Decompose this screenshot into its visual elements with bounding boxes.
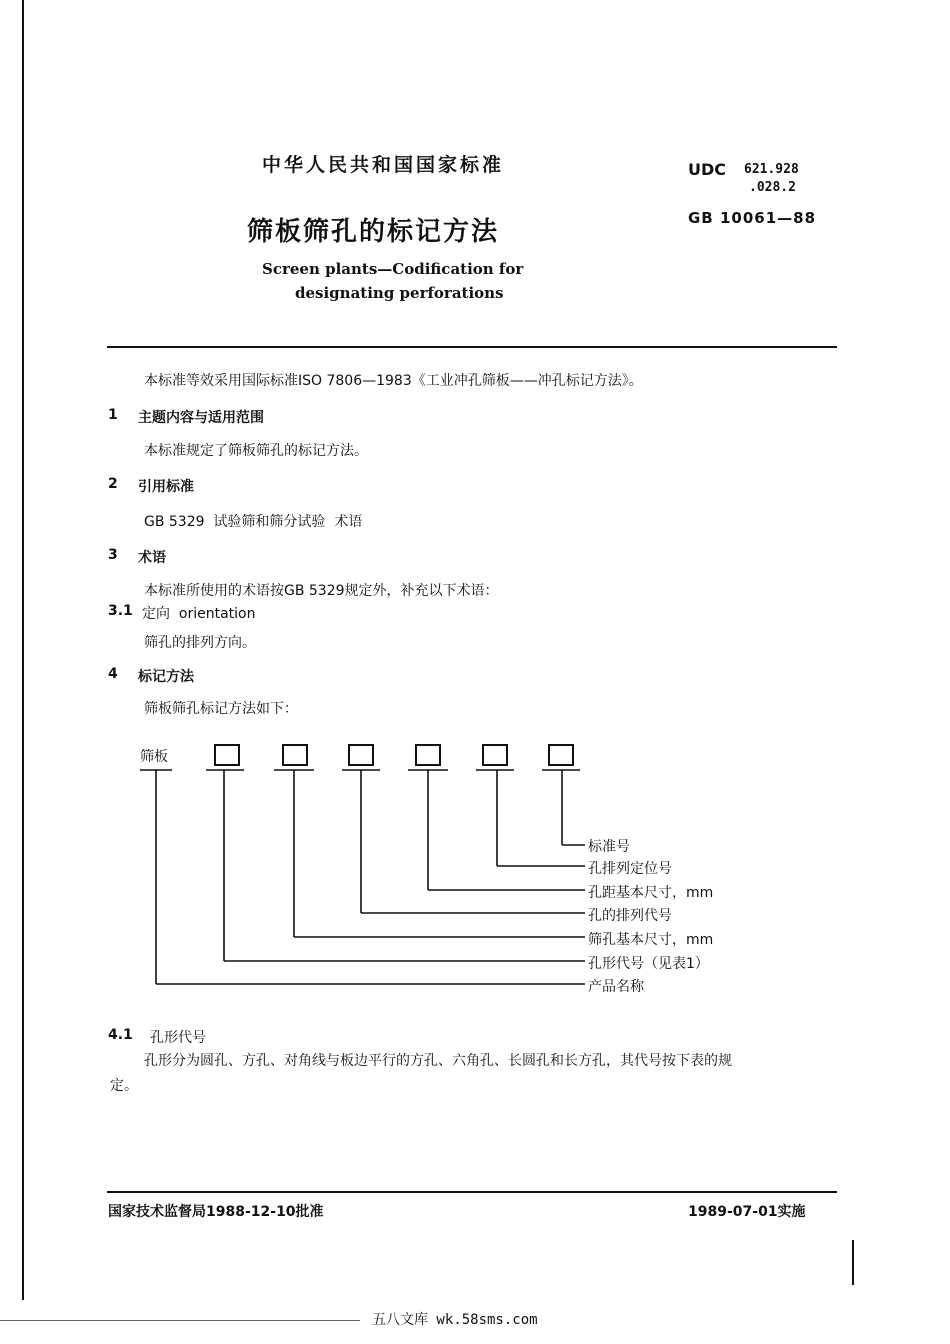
section-4-1-num: 4.1 [108,1027,133,1043]
standard-type: 中华人民共和国国家标准 [262,154,505,176]
scan-noise-line [0,1320,360,1321]
implementation-text: 1989-07-01实施 [688,1204,806,1220]
udc-line2: .028.2 [749,180,796,195]
section-3-num: 3 [108,547,118,563]
udc-line1: 621.928 [744,162,799,177]
approval-text: 国家技术监督局1988-12-10批准 [108,1204,324,1220]
section-1-num: 1 [108,407,118,423]
diagram-label-hole-shape-code: 孔形代号（见表1） [588,956,709,972]
diagram-label-arrangement-code: 孔的排列代号 [588,908,672,924]
intro-text: 本标准等效采用国际标准ISO 7806—1983《工业冲孔筛板——冲孔标记方法》。 [144,373,643,389]
section-4-body: 筛板筛孔标记方法如下： [144,701,298,717]
section-4-title: 标记方法 [138,669,194,685]
gb-number: GB 10061—88 [688,209,817,227]
section-1-body: 本标准规定了筛板筛孔的标记方法。 [144,443,368,459]
section-3-body: 本标准所使用的术语按GB 5329规定外，补充以下术语： [144,583,499,599]
watermark-text: 五八文库 wk.58sms.com [372,1312,538,1328]
section-3-1-body: 筛孔的排列方向。 [144,635,256,651]
diagram-label-aperture-size: 筛孔基本尺寸，mm [588,932,714,948]
footer-divider [107,1191,837,1193]
section-4-num: 4 [108,666,118,682]
section-4-1-body-line2: 定。 [110,1078,138,1094]
diagram-label-standard-number: 标准号 [588,839,630,855]
section-3-title: 术语 [138,550,166,566]
diagram-label-arrangement-position: 孔排列定位号 [588,861,672,877]
title-en-line2: designating perforations [295,284,504,302]
title-en-line1: Screen plants—Codification for [262,260,524,278]
section-4-1-title: 孔形代号 [150,1030,206,1046]
section-1-title: 主题内容与适用范围 [138,410,264,426]
section-3-1-title: 定向 orientation [142,606,256,622]
diagram-label-product-name: 产品名称 [588,979,644,995]
diagram-prefix: 筛板 [140,749,168,765]
udc-label: UDC [688,160,727,179]
diagram-label-pitch-size: 孔距基本尺寸，mm [588,885,714,901]
section-2-num: 2 [108,476,118,492]
section-4-1-body-line1: 孔形分为圆孔、方孔、对角线与板边平行的方孔、六角孔、长圆孔和长方孔，其代号按下表的规 [144,1053,732,1069]
title-cn: 筛板筛孔的标记方法 [247,217,500,247]
section-2-title: 引用标准 [138,479,194,495]
section-2-body: GB 5329 试验筛和筛分试验 术语 [144,514,363,530]
section-3-1-num: 3.1 [108,603,133,619]
